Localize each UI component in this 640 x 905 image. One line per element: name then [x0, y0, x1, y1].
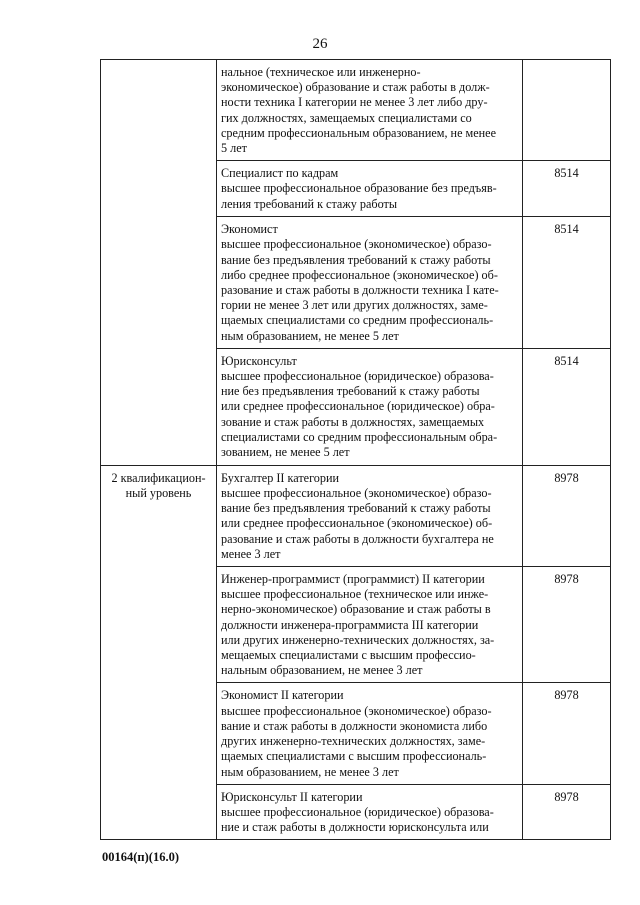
position-title: Экономист	[221, 222, 278, 237]
position-requirements: нальное (техническое или инженерно- экономическое) образование и стаж работы в долж- ности техника I категории не менее 3 лет либо дру- гих должностях, замещаемых специалистами со средним профессиональным образованием, не менее 5 лет	[221, 65, 496, 156]
position-title: Юрисконсульт	[221, 353, 297, 368]
salary-cell: 8514	[523, 161, 611, 217]
position-description-cell	[217, 161, 523, 217]
position-title: Бухгалтер II категории	[221, 470, 340, 485]
salary-cell	[523, 60, 611, 161]
position-description-cell	[217, 683, 523, 784]
qualification-level-cell: 2 квалификацион- ный уровень	[101, 465, 217, 839]
salary-cell: 8978	[523, 567, 611, 683]
salary-cell: 8514	[523, 348, 611, 465]
position-requirements: высшее профессиональное (экономическое) образо- вание без предъявления требований к стажу работы либо среднее профессиональное (экономическое) об- разование и стаж работы в должности техника I кате- гории не менее 3 лет или других должностях, заме- щаемых специалистами со средним профессиональ- ным образованием, не менее 5 лет	[221, 237, 499, 343]
position-requirements: высшее профессиональное (юридическое) образова- ние и стаж работы в должности юрисконсульта или	[221, 804, 494, 835]
position-description-cell	[217, 567, 523, 683]
position-description-cell	[217, 784, 523, 840]
position-requirements: высшее профессиональное (экономическое) образо- вание без предъявления требований к стажу работы или среднее профессиональное (экономическое) об- разование и стаж работы в должности бухгалтера не менее 3 лет	[221, 486, 494, 561]
position-requirements: высшее профессиональное (техническое или инже- нерно-экономическое) образование и стаж работы в должности инженера-программиста III категории или других инженерно-технических должностях, за- мещаемых специалистами с высшим профессио- нальным образованием, не менее 3 лет	[221, 587, 495, 678]
qualification-level-cell	[101, 60, 217, 466]
position-description-cell	[217, 465, 523, 566]
salary-cell: 8978	[523, 784, 611, 840]
position-requirements: высшее профессиональное образование без предъяв- ления требований к стажу работы	[221, 181, 497, 211]
position-title: Экономист II категории	[221, 688, 344, 703]
salary-cell: 8978	[523, 683, 611, 784]
position-description-cell	[217, 217, 523, 349]
salary-cell: 8978	[523, 465, 611, 566]
position-description-cell	[217, 60, 523, 161]
position-title: Юрисконсульт II категории	[221, 789, 363, 804]
position-title: Инженер-программист (программист) II категории	[221, 572, 485, 587]
table-row	[101, 465, 611, 566]
salary-table	[100, 59, 611, 840]
position-description-cell	[217, 348, 523, 465]
position-requirements: высшее профессиональное (экономическое) образо- вание и стаж работы в должности экономиста либо других инженерно-технических должностях, заме- щаемых специалистами с высшим профессиональ- ным образованием, не менее 3 лет	[221, 703, 492, 779]
position-requirements: высшее профессиональное (юридическое) образова- ние без предъявления требований к стажу работы или среднее профессиональное (юридическое) обра- зование и стаж работы в должностях, замещаемых специалистами со средним профессиональным обра- зованием, не менее 5 лет	[221, 369, 498, 460]
table-row	[101, 60, 611, 161]
salary-cell: 8514	[523, 217, 611, 349]
position-title: Специалист по кадрам	[221, 166, 339, 181]
document-code: 00164(п)(16.0)	[102, 850, 179, 864]
page-number: 26	[312, 36, 328, 52]
